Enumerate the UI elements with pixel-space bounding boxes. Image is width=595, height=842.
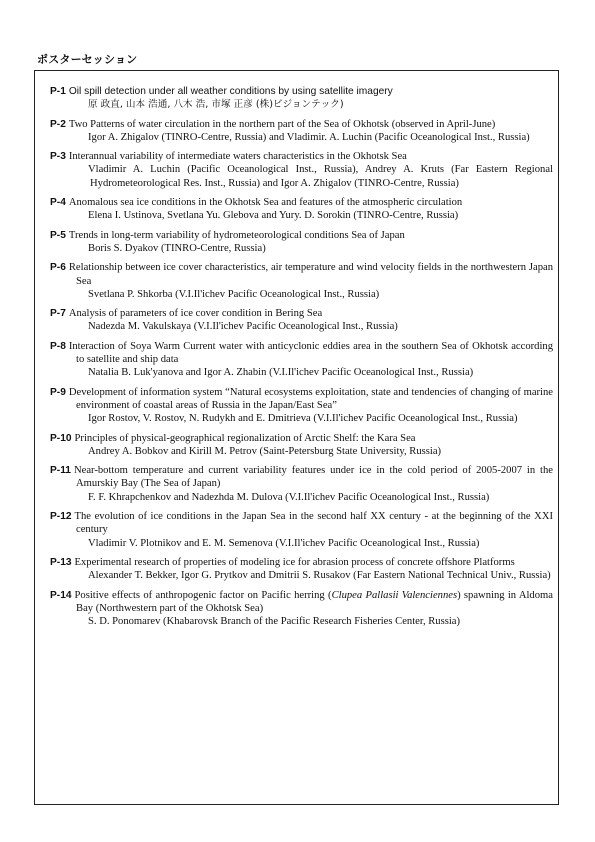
poster-entry-p13 [50,556,553,583]
poster-id: P-6 [50,262,66,274]
poster-title: Analysis of parameters of ice cover condition in Bering Sea [68,308,323,320]
poster-title: Near-bottom temperature and current variability features under ice in the cold period of 2005-2007 in the Amurskiy Bay (The Sea of Japan) [73,465,553,490]
poster-authors: Vladimir V. Plotnikov and E. M. Semenova (V.I.Il'ichev Pacific Oceanological Inst., Russia) [88,537,480,549]
poster-entry-p9 [50,386,553,426]
poster-authors: Alexander T. Bekker, Igor G. Prytkov and Dmitrii S. Rusakov (Far Eastern National Technical Univ., Russia) [88,570,551,582]
poster-id: P-11 [50,465,71,477]
poster-authors: Andrey A. Bobkov and Kirill M. Petrov (Saint-Petersburg State University, Russia) [88,445,442,457]
poster-entry-p3 [50,150,553,190]
species-name: Clupea Pallasii Valenciennes [331,589,458,601]
poster-authors: Elena I. Ustinova, Svetlana Yu. Glebova and Yury. D. Sorokin (TINRO-Centre, Russia) [88,210,459,222]
poster-id: P-13 [50,556,72,568]
poster-title: Experimental research of properties of modeling ice for abrasion process of concrete offshore Platforms [74,556,515,568]
poster-id: P-5 [50,229,66,241]
poster-authors: Nadezda M. Vakulskaya (V.I.Il'ichev Pacific Oceanological Inst., Russia) [88,321,398,333]
poster-entry-p2 [50,118,553,145]
poster-title: Development of information system “Natural ecosystems exploitation, state and tendencies of changing of marine environment of coastal areas of Russia in the Japan/East Sea” [68,386,553,411]
poster-id: P-3 [50,151,66,163]
poster-entry-p12 [50,510,553,550]
section-title: ポスターセッション [37,53,138,66]
poster-entry-p4 [50,196,553,223]
poster-authors: 原 政直, 山本 浩通, 八木 浩, 市塚 正彦 (株)ビジョンテック) [88,99,344,111]
poster-entry-p8 [50,340,553,380]
poster-authors: Igor Rostov, V. Rostov, N. Rudykh and E. Dmitrieva (V.I.Il'ichev Pacific Oceanological Inst., Russia) [88,413,518,425]
poster-title: Anomalous sea ice conditions in the Okhotsk Sea and features of the atmospheric circulation [68,197,463,209]
poster-entry-p10 [50,432,553,459]
poster-entry-p5 [50,229,553,256]
poster-entry-p14 [50,589,553,629]
poster-authors: Vladimir A. Luchin (Pacific Oceanological Inst., Russia), Andrey A. Kruts (Far Eastern Regional Hydrometeorological Res. Inst., Russia) and Igor A. Zhigalov (TINRO-Centre, Russia) [88,164,553,189]
poster-title: Interaction of Soya Warm Current water with anticyclonic eddies area in the southern Sea of Okhotsk according to satellite and ship data [68,340,553,366]
poster-authors: Boris S. Dyakov (TINRO-Centre, Russia) [88,242,266,254]
poster-id: P-2 [50,118,66,130]
poster-entries [50,85,553,634]
poster-title: Oil spill detection under all weather conditions by using satellite imagery [68,86,393,97]
poster-title: Trends in long-term variability of hydrometeorological conditions Sea of Japan [68,229,405,241]
poster-authors: F. F. Khrapchenkov and Nadezhda M. Dulova (V.I.Il'ichev Pacific Oceanological Inst., Russia) [88,491,490,503]
poster-entry-p1 [50,85,553,112]
poster-id: P-9 [50,386,66,398]
poster-title: Interannual variability of intermediate waters characteristics in the Okhotsk Sea [68,151,407,163]
poster-entry-p11 [50,464,553,504]
poster-id: P-14 [50,589,72,601]
poster-entry-p7 [50,307,553,334]
poster-id: P-8 [50,340,66,352]
poster-title-rest: ) spawning in Aldoma Bay (Northwestern part of the Okhotsk Sea) [76,589,553,614]
poster-authors: Svetlana P. Shkorba (V.I.Il'ichev Pacific Oceanological Inst., Russia) [88,288,380,300]
poster-authors: Igor A. Zhigalov (TINRO-Centre, Russia) and Vladimir. A. Luchin (Pacific Oceanological Inst., Russia) [88,131,530,143]
poster-title: Two Patterns of water circulation in the northern part of the Sea of Okhotsk (observed in April-June) [68,118,496,130]
poster-id: P-12 [50,511,72,523]
poster-title: The evolution of ice conditions in the Japan Sea in the second half XX century - at the beginning of the XXI century [74,511,553,536]
poster-entry-p6 [50,261,553,301]
poster-id: P-1 [50,86,66,97]
poster-title: Positive effects of anthropogenic factor on Pacific herring ( [74,589,332,601]
poster-id: P-7 [50,308,66,320]
poster-id: P-10 [50,432,72,444]
poster-title: Relationship between ice cover characteristics, air temperature and wind velocity fields in the northwestern Japan Sea [68,262,553,287]
poster-id: P-4 [50,197,66,209]
poster-authors: Natalia B. Luk'yanova and Igor A. Zhabin (V.I.Il'ichev Pacific Oceanological Inst., Russia) [88,367,474,379]
poster-authors: S. D. Ponomarev (Khabarovsk Branch of the Pacific Research Fisheries Center, Russia) [88,616,461,628]
poster-title: Principles of physical-geographical regionalization of Arctic Shelf: the Kara Sea [74,432,416,444]
